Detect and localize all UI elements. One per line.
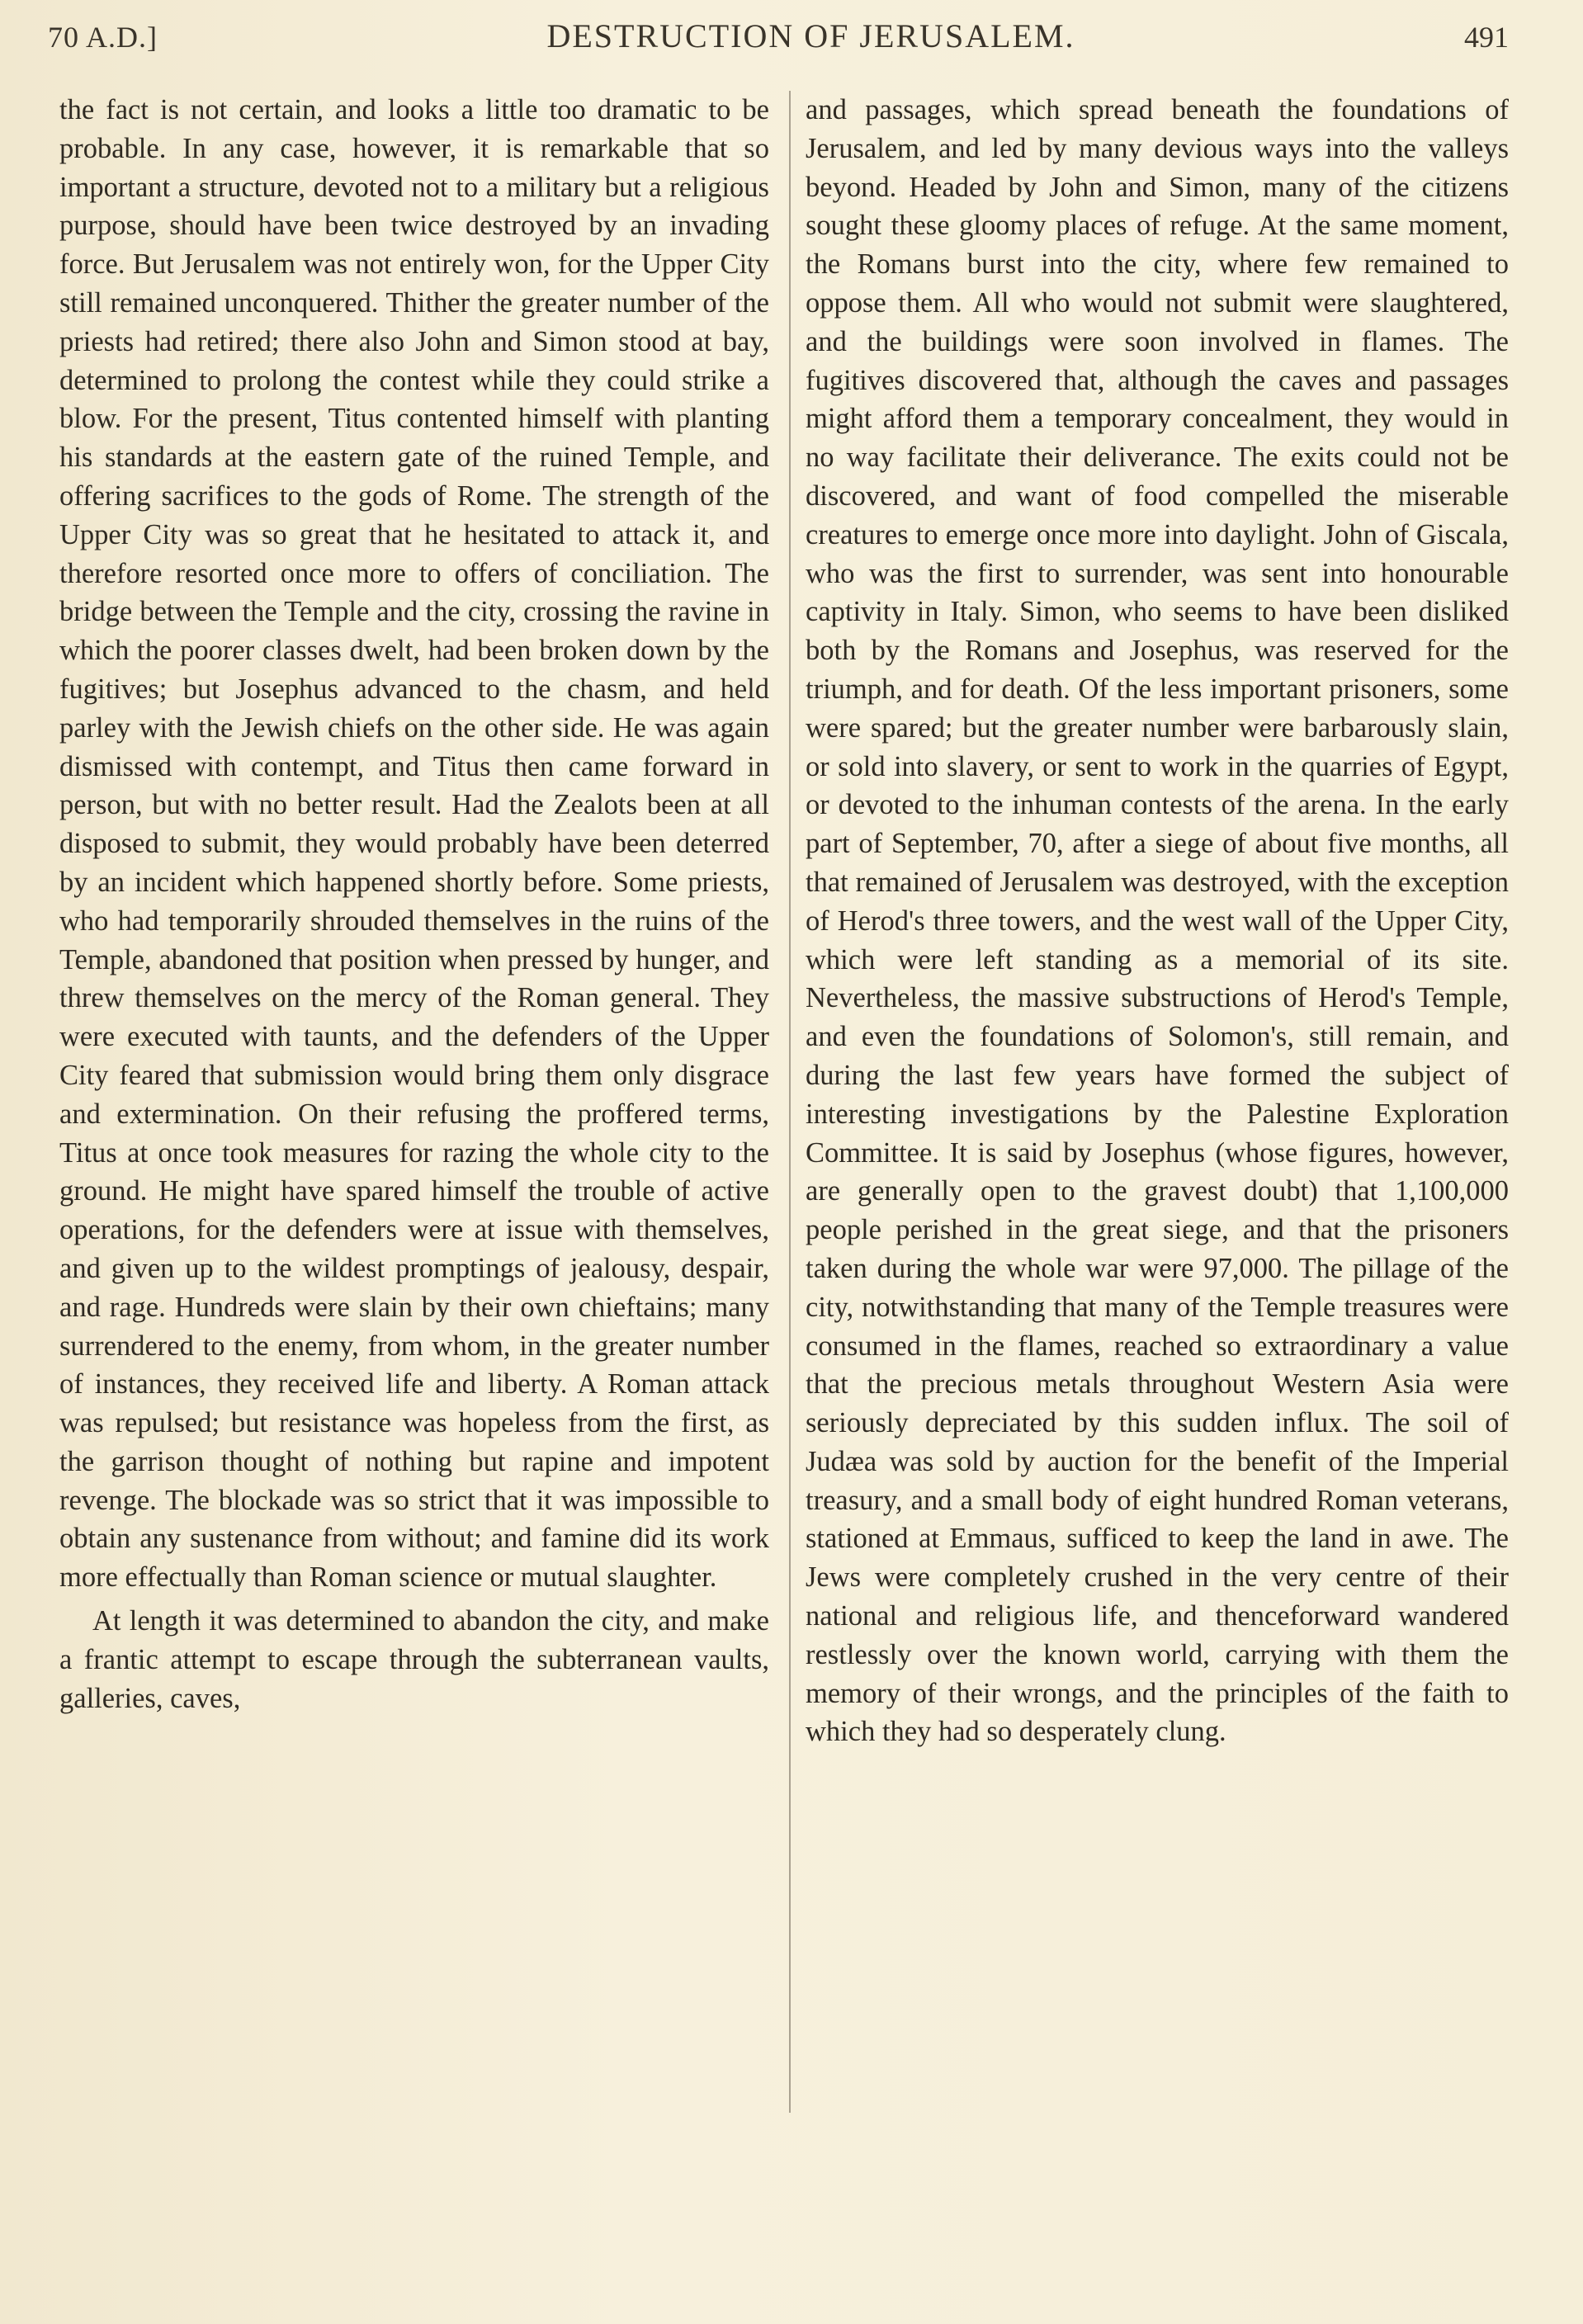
page-number: 491 [1463,21,1509,54]
running-header [48,17,1509,66]
column-divider [789,91,791,2113]
left-column [59,91,769,1717]
header-title: DESTRUCTION OF JERUSALEM. [546,17,1075,54]
right-paragraph-1: and passages, which spread beneath the foundations of Jerusalem, and led by many devious ways into the valleys beyond. Headed by John and Simon, many of the citizens sought these gloomy places of refuge. At the same moment, the Romans burst into the city, where few remained to oppose them. All who would not submit were slaughtered, and the buildings were soon involved in flames. The fugitives discovered that, although the caves and passages might afford them a temporary concealment, they would in no way facilitate their deliverance. The exits could not be discovered, and want of food compelled the miserable creatures to emerge once more into daylight. John of Giscala, who was the first to surrender, was sent into honourable captivity in Italy. Simon, who seems to have been disliked both by the Romans and Josephus, was reserved for the triumph, and for death. Of the less important prisoners, some were spared; but the greater number were barbarously slain, or sold into slavery, or sent to work in the quarries of Egypt, or devoted to the inhuman contests of the arena. In the early part of September, 70, after a siege of about five months, all that remained of Jerusalem was destroyed, with the exception of Herod's three towers, and the west wall of the Upper City, which were left standing as a memorial of its site. Nevertheless, the massive substructions of Herod's Temple, and even the foundations of Solomon's, still remain, and during the last few years have formed the subject of interesting investigations by the Palestine Exploration Committee. It is said by Josephus (whose figures, however, are generally open to the gravest doubt) that 1,100,000 people perished in the great siege, and that the prisoners taken during the whole war were 97,000. The pillage of the city, notwithstanding that many of the Temple treasures were consumed in the flames, reached so extraordinary a value that the precious metals throughout Western Asia were seriously depreciated by this sudden influx. The soil of Judæa was sold by auction for the benefit of the Imperial treasury, and a small body of eight hundred Roman veterans, stationed at Emmaus, sufficed to keep the land in awe. The Jews were completely crushed in the very centre of their national and religious life, and thenceforward wandered restlessly over the known world, carrying with them the memory of their wrongs, and the principles of the faith to which they had so desperately clung. [806,94,1509,1748]
left-paragraph-2: At length it was determined to abandon the city, and make a frantic attempt to escape through the subterranean vaults, galleries, caves, [59,1605,769,1714]
left-paragraph-1: the fact is not certain, and looks a little too dramatic to be probable. In any case, however, it is remarkable that so important a structure, devoted not to a military but a religious purpose, should have been twice destroyed by an invading force. But Jerusalem was not entirely won, for the Upper City still remained unconquered. Thither the greater number of the priests had retired; there also John and Simon stood at bay, determined to prolong the contest while they could strike a blow. For the present, Titus contented himself with planting his standards at the eastern gate of the ruined Temple, and offering sacrifices to the gods of Rome. The strength of the Upper City was so great that he hesitated to attack it, and therefore resorted once more to offers of conciliation. The bridge between the Temple and the city, crossing the ravine in which the poorer classes dwelt, had been broken down by the fugitives; but Josephus advanced to the chasm, and held parley with the Jewish chiefs on the other side. He was again dismissed with contempt, and Titus then came forward in person, but with no better result. Had the Zealots been at all disposed to submit, they would probably have been deterred by an incident which happened shortly before. Some priests, who had temporarily shrouded themselves in the ruins of the Temple, abandoned that position when pressed by hunger, and threw themselves on the mercy of the Roman general. They were executed with taunts, and the defenders of the Upper City feared that submission would bring them only disgrace and extermination. On their refusing the proffered terms, Titus at once took measures for razing the whole city to the ground. He might have spared himself the trouble of active operations, for the defenders were at issue with themselves, and given up to the wildest promptings of jealousy, despair, and rage. Hundreds were slain by their own chieftains; many surrendered to the enemy, from whom, in the greater number of instances, they received life and liberty. A Roman attack was repulsed; but resistance was hopeless from the first, as the garrison thought of nothing but rapine and impotent revenge. The blockade was so strict that it was impossible to obtain any sustenance from without; and famine did its work more effectually than Roman science or mutual slaughter. [59,94,769,1594]
header-date: 70 A.D.] [48,21,158,54]
right-column [806,91,1509,1751]
